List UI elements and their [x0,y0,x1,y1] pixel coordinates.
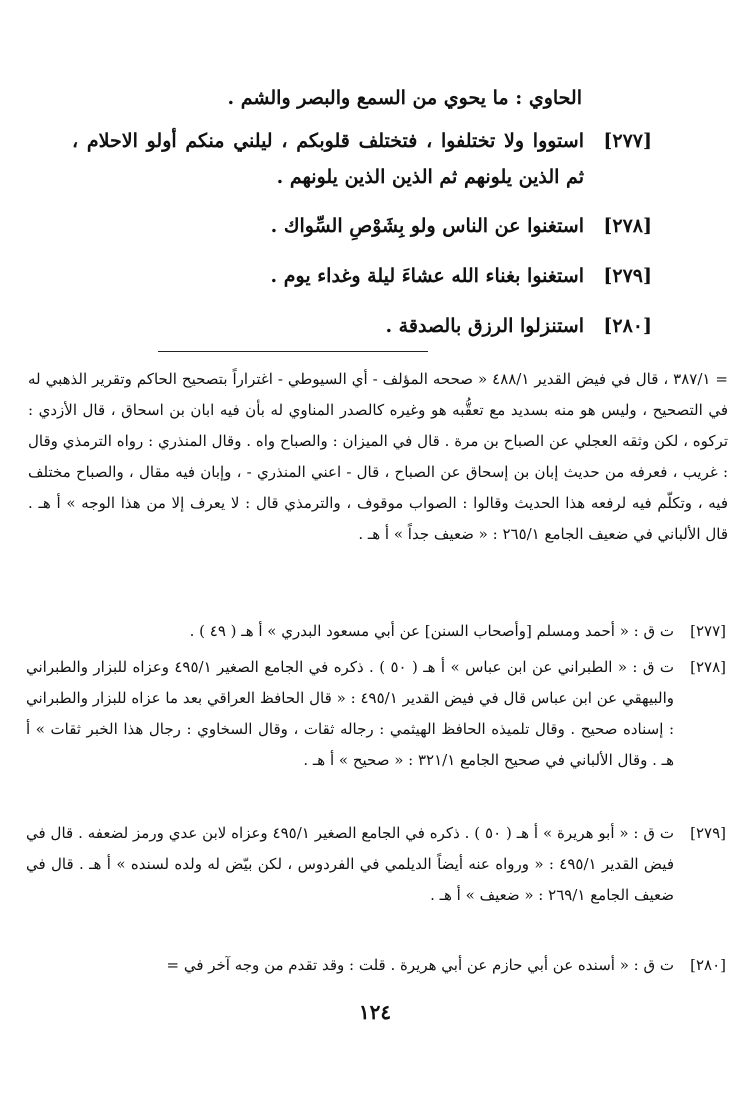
footnote-number: [٢٧٩] [690,824,726,842]
footnote-number: [٢٧٨] [690,658,726,676]
intro-line [70,80,650,116]
intro-line-text: الحاوي : ما يحوي من السمع والبصر والشم . [227,87,582,109]
entry-text: استغنوا عن الناس ولو بِشَوْصِ السِّواك . [270,215,584,237]
entry-text: استنزلوا الرزق بالصدقة . [385,315,584,337]
entry-text: استغنوا بغناء الله عشاءَ ليلة وغداء يوم . [270,265,584,287]
footnote-text: ت ق : « أسنده عن أبي حازم عن أبي هريرة . قلت : وقد تقدم من وجه آخر في = [166,956,674,974]
footnote-280 [26,950,726,981]
entry-text: استووا ولا تختلفوا ، فتختلف قلوبكم ، ليلني منكم أولو الاحلام ، ثم الذين يلونهم ثم الذين الذين يلونهم . [72,130,584,188]
entry-278 [72,208,652,244]
footnote-279 [26,818,726,911]
footnote-text: ت ق : « أبو هريرة » أ هـ ( ٥٠ ) . ذكره في الجامع الصغير ٤٩٥/١ وعزاه لابن عدي ورمز لضعفه . قال في فيض القدير ٤٩٥/١ : « ورواه عنه أيضاً الديلمي في الفردوس ، لكن بيّض له ولده لسنده » أ هـ . قال في ضعيف الجامع ٢٦٩/١ : « ضعيف » أ هـ . [26,824,674,904]
entry-number: [٢٧٩] [603,265,652,287]
footnote-separator [158,351,428,352]
entry-number: [٢٧٧] [603,130,652,152]
footnote-text: ت ق : « الطبراني عن ابن عباس » أ هـ ( ٥٠ ) . ذكره في الجامع الصغير ٤٩٥/١ وعزاه للبزار والطبراني والبيهقي عن ابن عباس قال في فيض القدير ٤٩٥/١ : « قال الحافظ العراقي بعد ما عزاه للبزار والطبراني : إسناده صحيح . وقال تلميذه الحافظ الهيثمي : رجاله ثقات ، وقال السخاوي : رجال هذا الخبر ثقات » أ هـ . وقال الألباني في صحيح الجامع ٣٢١/١ : « صحيح » أ هـ . [26,658,675,769]
footnote-278 [26,652,726,776]
entry-number: [٢٧٨] [603,215,652,237]
footnote-continuation [28,364,728,550]
footnote-text: ت ق : « أحمد ومسلم [وأصحاب السنن] عن أبي مسعود البدري » أ هـ ( ٤٩ ) . [189,622,674,640]
entry-number: [٢٨٠] [603,315,652,337]
footnote-number: [٢٨٠] [690,956,726,974]
page-number: ١٢٤ [358,1000,392,1024]
footnote-continuation-text: = ٣٨٧/١ ، قال في فيض القدير ٤٨٨/١ « صححه المؤلف - أي السيوطي - اغتراراً بتصحيح الحاكم وتقرير الذهبي له في التصحيح ، وليس هو منه بسديد مع تعقُّبه هو وغيره كالصدر المناوي له بأن فيه ابان بن اسحاق ، قال الأزدي : تركوه ، لكن وثقه العجلي عن الصباح بن مرة . قال في الميزان : والصباح واه . وقال المنذري : رواه الترمذي وقال : غريب ، فعرفه من حديث إبان بن إسحاق عن الصباح ، قال - اعني المنذري - ، وإبان فيه مقال ، والصباح مختلف فيه ، وتكلّم فيه لرفعه هذا الحديث وقالوا : الصواب موقوف ، والترمذي قال : لا يعرف إلا من هذا الوجه » أ هـ . قال الألباني في ضعيف الجامع ٢٦٥/١ : « ضعيف جداً » أ هـ . [28,370,728,543]
entry-280 [72,308,652,344]
entry-279 [72,258,652,294]
footnote-277 [26,616,726,647]
footnote-number: [٢٧٧] [690,622,726,640]
entry-277 [72,123,652,195]
